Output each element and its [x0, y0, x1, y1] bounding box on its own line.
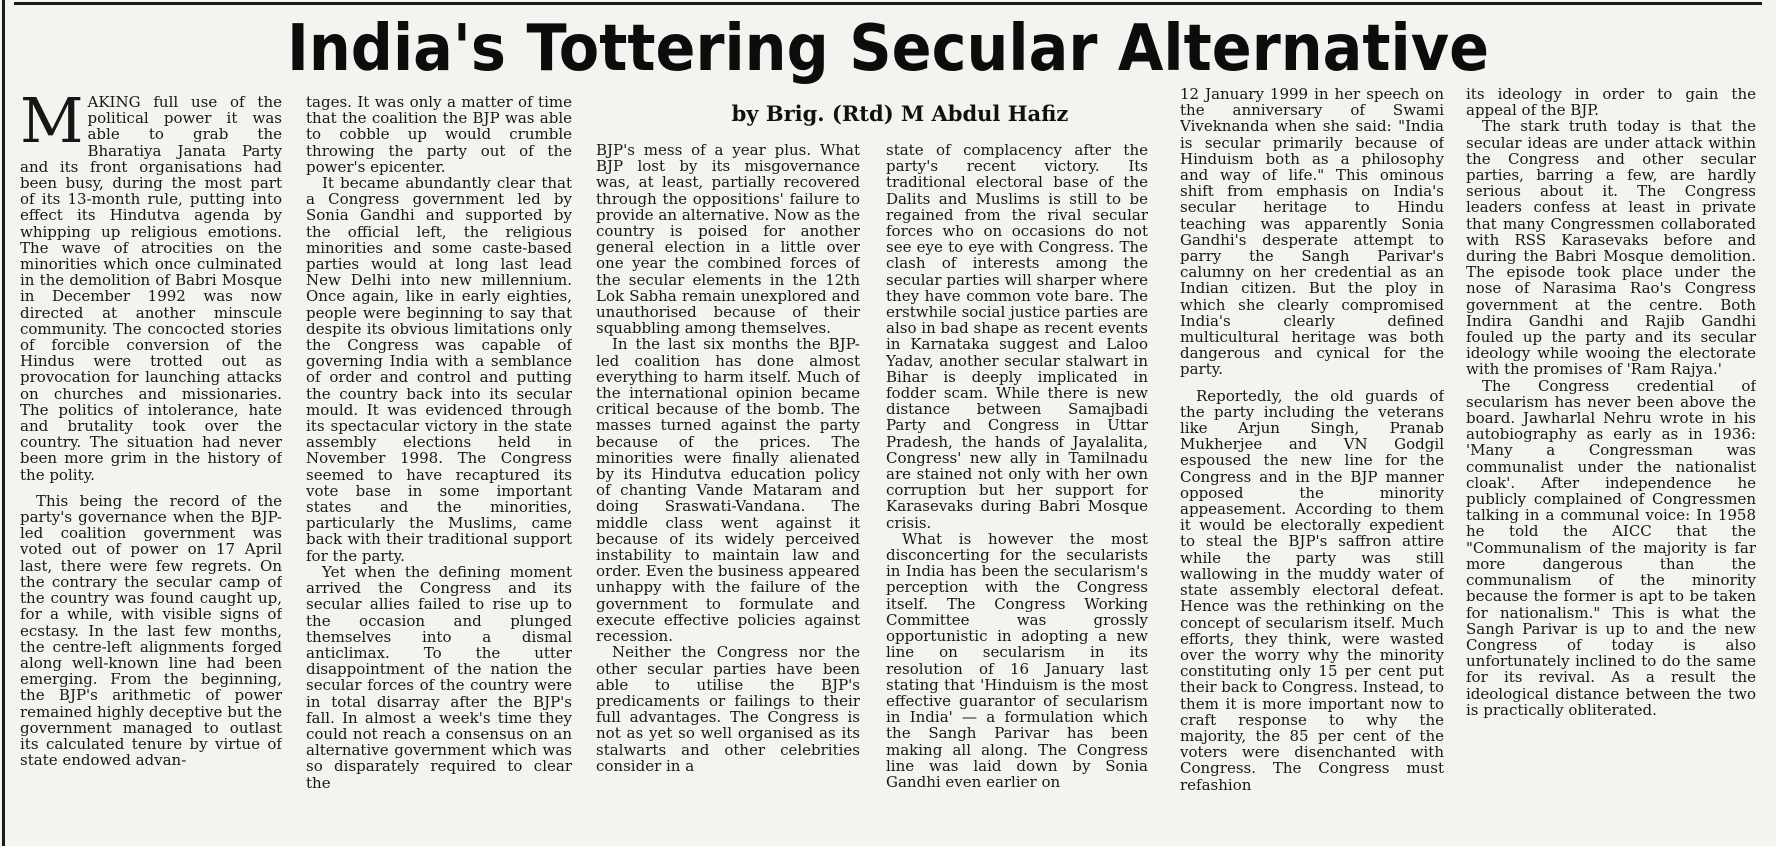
paragraph: This being the record of the party's governance when the BJP-led coalition government was voted out of power on 17 April last, there were few regrets. On the contrary the secular camp of the country was found caught up, for a while, with visible signs of ecstasy. In the last few months, the centre-left alignments forged along well-known line had been emerging. From the beginning, the BJP's arithmetic of power remained highly deceptive but the government managed to outlast its calculated tenure by virtue of state endowed advan- — [20, 491, 282, 770]
paragraph: What is however the most disconcerting for the secularists in India has been the secularism's perception with the Congress itself. The Congress Working Committee was grossly opportunistic in adopting a new line on secularism in its resolution of 16 January last stating that 'Hinduism is the most effective guarantor of secularism in India' — a formulation which the Sangh Parivar has been making all along. The Congress line was laid down by Sonia Gandhi even earlier on — [886, 529, 1148, 791]
paragraph: its ideology in order to gain the appeal of the BJP. — [1466, 86, 1756, 120]
paragraph: Neither the Congress nor the other secular parties have been able to utilise the BJP's predicaments or failings to their full advantages. The Congress is not as yet so well organised as its stalwarts and other celebrities consider in a — [596, 643, 860, 775]
top-rule — [14, 2, 1762, 5]
paragraph: MAKING full use of the political power it was able to grab the Bharatiya Janata Party and its front organisations had been busy, during the most part of its 13-month rule, putting into effect its Hindutva agenda by whipping up religious emotions. The wave of atrocities on the minorities which once culminated in the demolition of Babri Mosque in December 1992 was now directed at another minscule community. The concocted stories of forcible conversion of the Hindus were trotted out as provocation for launching attacks on churches and missionaries. The politics of intolerance, hate and brutality took over the country. The situation had never been more grim in the history of the polity. — [20, 94, 282, 484]
byline: by Brig. (Rtd) M Abdul Hafiz — [731, 101, 1069, 126]
paragraph: The Congress credential of secularism has never been above the board. Jawharlal Nehru wrote in his autobiography as early as in 1936: 'Many a Congressman was communalist under the nationalist cloak'. After independence he publicly complained of Congressmen talking in a communal voice: In 1958 he told the AICC that the "Communalism of the majority is far more dangerous than the communalism of the minority because the former is apt to be taken for nationalism." This is what the Sangh Parivar is up to and the new Congress of today is also unfortunately inclined to do the same for its revival. As a result the ideological distance between the two is practically obliterated. — [1466, 376, 1756, 719]
paragraph: In the last six months the BJP-led coalition has done almost everything to harm itself. Much of the international opinion became critical because of the bomb. The masses turned against the party because of the prices. The minorities were finally alienated by its Hindutva education policy of chanting Vande Mataram and doing Sraswati-Vandana. The middle class went against it because of its widely perceived instability to maintain law and order. Even the business appeared unhappy with the failure of the government to formulate and execute effective policies against recession. — [596, 335, 860, 646]
headline: India's Tottering Secular Alternative — [286, 12, 1490, 86]
article-column-5 — [1180, 86, 1444, 842]
drop-cap: M — [20, 94, 84, 157]
paragraph: BJP's mess of a year plus. What BJP lost by its misgovernance was, at least, partially recovered through the oppositions' failure to provide an alternative. Now as the country is poised for another general election in a little over one year the combined forces of the secular elements in the 12th Lok Sabha remain unexplored and unauthorised because of their squabbling among themselves. — [596, 142, 860, 338]
paragraph: Reportedly, the old guards of the party including the veterans like Arjun Singh, Pranab Mukherjee and VN Godgil espoused the new line for the Congress and in the BJP manner opposed the minority appeasement. According to them it would be electorally expedient to steal the BJP's saffron attire while the party was still wallowing in the muddy water of state assembly electoral defeat. Hence was the rethinking on the concept of secularism itself. Much efforts, they think, were wasted over the worry why the minority constituting only 15 per cent put their back to Congress. Instead, to them it is more important now to craft response to why the majority, the 85 per cent of the voters were disenchanted with Congress. The Congress must refashion — [1180, 386, 1444, 794]
paragraph: Yet when the defining moment arrived the Congress and its secular allies failed to rise up to the occasion and plunged themselves into a dismal anticlimax. To the utter disappointment of the nation the secular forces of the country were in total disarray after the BJP's fall. In almost a week's time they could not reach a consensus on an alternative government which was so disparately required to clear the — [306, 562, 572, 792]
article-column-6 — [1466, 86, 1756, 842]
paragraph: 12 January 1999 in her speech on the anniversary of Swami Viveknanda when she said: "India is secular primarily because of Hinduism both as a philosophy and way of life." This ominous shift from emphasis on India's secular heritage to Hindu teaching was apparently Sonia Gandhi's desperate attempt to parry the Sangh Parivar's calumny on her credential as an Indian citizen. But the ploy in which she clearly compromised India's clearly defined multicultural heritage was both dangerous and cynical for the party. — [1180, 86, 1444, 379]
article-column-3 — [596, 142, 860, 842]
paragraph: The stark truth today is that the secular ideas are under attack within the Congress and other secular parties, barring a few, are hardly serious about it. The Congress leaders confess at least in private that many Congressmen collaborated with RSS Karasevaks before and during the Babri Mosque demolition. The episode took place under the nose of Narasima Rao's Congress government at the centre. Both Indira Gandhi and Rajib Gandhi fouled up the party and its secular ideology while wooing the electorate with the promises of 'Ram Rajya.' — [1466, 117, 1756, 379]
article-column-2 — [306, 94, 572, 842]
left-rule — [2, 0, 5, 846]
article-column-1 — [20, 94, 282, 842]
paragraph: tages. It was only a matter of time that the coalition the BJP was able to cobble up would crumble throwing the party out of the power's epicenter. — [306, 94, 572, 176]
paragraph: It became abundantly clear that a Congress government led by Sonia Gandhi and supported by the official left, the religious minorities and some caste-based parties would at long last lead New Delhi into new millennium. Once again, like in early eighties, people were beginning to say that despite its obvious limitations only the Congress was capable of governing India with a semblance of order and control and putting the country back into its secular mould. It was evidenced through its spectacular victory in the state assembly elections held in November 1998. The Congress seemed to have recaptured its vote base in some important states and the minorities, particularly the Muslims, came back with their traditional support for the party. — [306, 174, 572, 565]
article-column-4 — [886, 142, 1148, 842]
paragraph: state of complacency after the party's recent victory. Its traditional electoral base of the Dalits and Muslims is still to be regained from the rival secular forces who on occasions do not see eye to eye with Congress. The clash of interests among the secular parties will sharper where they have common vote bare. The erstwhile social justice parties are also in bad shape as recent events in Karnataka suggest and Laloo Yadav, another secular stalwart in Bihar is deeply implicated in fodder scam. While there is new distance between Samajbadi Party and Congress in Uttar Pradesh, the hands of Jayalalita, Congress' new ally in Tamilnadu are stained not only with her own corruption but her support for Karasevaks during Babri Mosque crisis. — [886, 142, 1148, 532]
